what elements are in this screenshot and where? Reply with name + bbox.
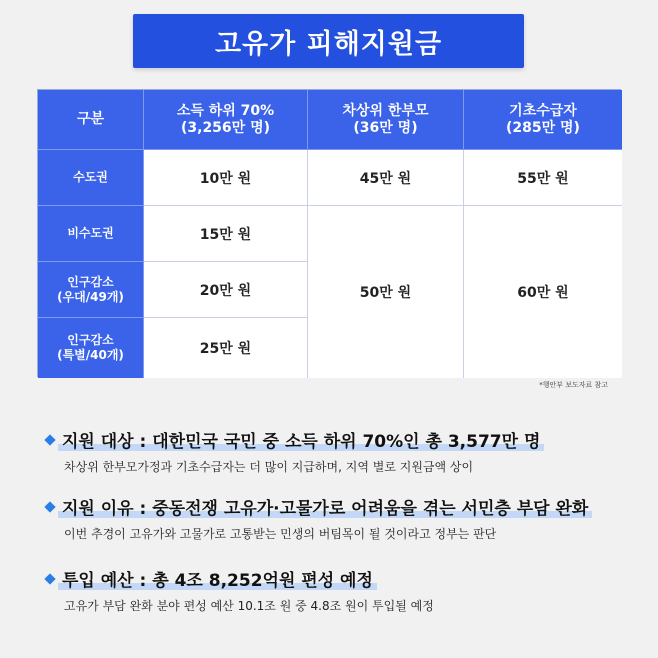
- table-header-category: 구분: [38, 90, 144, 150]
- bullet-diamond-icon: [44, 434, 55, 445]
- bullet-diamond-icon: [44, 573, 55, 584]
- cell-capital-single-parent: 45만 원: [308, 150, 464, 206]
- table-header-single-parent: 차상위 한부모 (36만 명): [308, 90, 464, 150]
- row-label-decline-special: 인구감소 (특별/40개): [38, 318, 144, 378]
- cell-preferred-income70: 20만 원: [144, 262, 308, 318]
- section-reason: [46, 494, 588, 542]
- row-label-decline-preferred: 인구감소 (우대/49개): [38, 262, 144, 318]
- table-header-income-70: 소득 하위 70% (3,256만 명): [144, 90, 308, 150]
- section-title: 지원 이유 : 중동전쟁 고유가·고물가로 어려움을 겪는 서민층 부담 완화: [62, 494, 588, 519]
- table-header-basic-recipient: 기초수급자 (285만 명): [464, 90, 622, 150]
- page-title: 고유가 피해지원금: [214, 28, 443, 60]
- cell-special-income70: 25만 원: [144, 318, 308, 378]
- cell-capital-income70: 10만 원: [144, 150, 308, 206]
- support-table: [37, 89, 621, 377]
- source-note: *행안부 보도자료 참고: [539, 381, 608, 389]
- section-target: [46, 427, 540, 475]
- cell-merged-single-parent: 50만 원: [308, 206, 464, 378]
- cell-noncapital-income70: 15만 원: [144, 206, 308, 262]
- section-budget: [46, 566, 434, 614]
- section-desc: 이번 추경이 고유가와 고물가로 고통받는 민생의 버팀목이 될 것이라고 정부는 판단: [64, 527, 497, 541]
- section-title: 지원 대상 : 대한민국 국민 중 소득 하위 70%인 총 3,577만 명: [62, 427, 540, 452]
- row-label-capital: 수도권: [38, 150, 144, 206]
- cell-capital-basic-recipient: 55만 원: [464, 150, 622, 206]
- title-banner: [133, 14, 524, 68]
- section-title: 투입 예산 : 총 4조 8,252억원 편성 예정: [62, 566, 373, 591]
- section-desc: 차상위 한부모가정과 기초수급자는 더 많이 지급하며, 지역 별로 지원금액 상이: [64, 460, 474, 474]
- cell-merged-basic-recipient: 60만 원: [464, 206, 622, 378]
- row-label-non-capital: 비수도권: [38, 206, 144, 262]
- bullet-diamond-icon: [44, 501, 55, 512]
- section-desc: 고유가 부담 완화 분야 편성 예산 10.1조 원 중 4.8조 원이 투입될 예정: [64, 599, 434, 613]
